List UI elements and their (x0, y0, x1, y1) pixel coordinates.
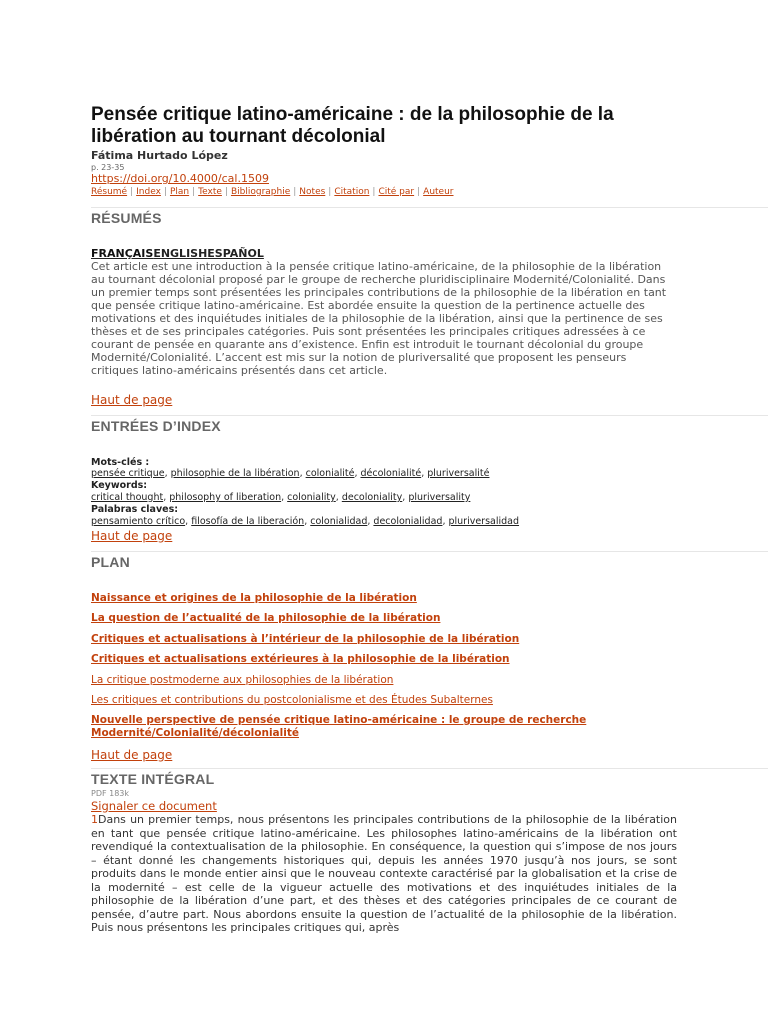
nav-index-link[interactable]: Index (136, 187, 161, 197)
keywords-es-label: Palabras claves: (91, 504, 179, 515)
plan-item-link[interactable]: Nouvelle perspective de pensée critique latino-américaine : le groupe de recherche Modernité/Colonialité/décolonialité (91, 714, 587, 739)
keywords-fr-label: Mots-clés : (91, 457, 150, 468)
plan-item-link[interactable]: Critiques et actualisations extérieures à la philosophie de la libération (91, 653, 510, 665)
keyword-link[interactable]: coloniality (287, 492, 336, 503)
paragraph-number: 1 (91, 813, 98, 826)
page-range: p. 23-35 (91, 163, 125, 172)
language-tabs (91, 247, 264, 260)
back-to-top-link[interactable]: Haut de page (91, 393, 173, 407)
section-nav: Résumé | Index | Plan | Texte | Bibliographie | Notes | Citation | Cité par | Auteur (91, 187, 454, 197)
nav-resume-link[interactable]: Résumé (91, 187, 128, 197)
resumes-heading: RÉSUMÉS (91, 210, 162, 226)
plan-item-link[interactable]: Naissance et origines de la philosophie de la libération (91, 592, 417, 604)
body-paragraph (91, 813, 677, 935)
report-document-link[interactable]: Signaler ce document (91, 799, 217, 813)
keywords-fr-list: pensée critique, philosophie de la libération, colonialité, décolonialité, pluriversalité (91, 468, 490, 479)
index-section (91, 415, 768, 434)
lang-tab-espanol[interactable]: ESPAÑOL (207, 247, 264, 260)
keywords-es-list: pensamiento crítico, filosofía de la liberación, colonialidad, decolonialidad, pluriversalidad (91, 516, 520, 527)
paragraph-text: Dans un premier temps, nous présentons les principales contributions de la philosophie de la libération en tant que pensée critique latino-américaine. Les philosophes latino-américains de la libération ont revendiqué la contextualisation de la philosophie. En conséquence, la question qui s’impose de nos jours – étant donné les changements historiques qui, depuis les années 1970 jusqu’à nos jours, se sont produits dans le monde entier ainsi que le nouveau contexte caractérisé par la globalisation et la crise de la modernité – est celle de la vigueur actuelle des motivations et des inquiétudes initiales de la philosophie de la libération d’une part, et des thèses et des catégories principales de ce courant de pensée, d’autre part. Nous abordons ensuite la question de l’actualité de la philosophie de la libération. Puis nous présentons les principales critiques qui, après (91, 813, 677, 934)
plan-item-link[interactable]: La critique postmoderne aux philosophies de la libération (91, 674, 394, 686)
keywords-en-list: critical thought, philosophy of liberation, coloniality, decoloniality, pluriversality (91, 492, 471, 503)
plan-heading: PLAN (91, 554, 130, 570)
plan-item-link[interactable]: Critiques et actualisations à l’intérieur de la philosophie de la libération (91, 633, 520, 645)
texte-section (91, 768, 768, 787)
keyword-link[interactable]: pensamiento crítico (91, 516, 186, 527)
keyword-link[interactable]: pensée critique (91, 468, 165, 479)
abstract-text: Cet article est une introduction à la pensée critique latino-américaine, de la philosophie de la libération au tournant décolonial proposé par le groupe de recherche pluridisciplinaire Modernité/Colonialité. Dans un premier temps sont présentées les principales contributions de la philosophie de la libération en tant que pensée critique latino-américaine. Est abordée ensuite la question de la pertinence actuelle des motivations et des inquiétudes initiales de la philosophie de la libération, ainsi que la pertinence de ses thèses et de ses principales catégories. Puis sont présentées les principales critiques adressées à ce courant de pensée en quarante ans d’existence. Enfin est introduit le tournant décolonial du groupe Modernité/Colonialité. L’accent est mis sur la notion de pluriversalité que proposent les penseurs critiques latino-américains présentés dans cet article. (91, 260, 667, 377)
keyword-link[interactable]: pluriversalidad (448, 516, 520, 527)
nav-cite-par-link[interactable]: Cité par (378, 187, 415, 197)
doi-link[interactable]: https://doi.org/10.4000/cal.1509 (91, 172, 269, 185)
nav-bibliographie-link[interactable]: Bibliographie (230, 187, 291, 197)
keyword-link[interactable]: philosophy of liberation (169, 492, 282, 503)
lang-tab-francais[interactable]: FRANÇAIS (91, 247, 154, 260)
keyword-link[interactable]: pluriversality (408, 492, 471, 503)
article-title: Pensée critique latino-américaine : de la philosophie de la libération au tournant décolonial (91, 104, 614, 147)
keyword-link[interactable]: filosofía de la liberación (191, 516, 305, 527)
keyword-link[interactable]: décolonialité (360, 468, 422, 479)
texte-heading: TEXTE INTÉGRAL (91, 771, 215, 787)
keyword-link[interactable]: philosophie de la libération (170, 468, 300, 479)
nav-texte-link[interactable]: Texte (198, 187, 222, 197)
nav-plan-link[interactable]: Plan (169, 187, 190, 197)
lang-tab-english[interactable]: ENGLISH (153, 247, 208, 260)
keyword-link[interactable]: critical thought (91, 492, 164, 503)
keyword-link[interactable]: decoloniality (341, 492, 403, 503)
nav-citation-link[interactable]: Citation (334, 187, 370, 197)
article-author[interactable]: Fátima Hurtado López (91, 149, 228, 162)
pdf-download-link[interactable]: PDF 183k (91, 789, 130, 798)
keyword-link[interactable]: colonialidad (310, 516, 368, 527)
keyword-link[interactable]: pluriversalité (427, 468, 490, 479)
plan-section (91, 551, 768, 570)
plan-item-link[interactable]: La question de l’actualité de la philosophie de la libération (91, 612, 441, 624)
index-heading: ENTRÉES D’INDEX (91, 418, 221, 434)
keywords-en-label: Keywords: (91, 480, 148, 491)
plan-item-link[interactable]: Les critiques et contributions du postcolonialisme et des Études Subalternes (91, 694, 493, 706)
keyword-link[interactable]: colonialité (305, 468, 355, 479)
back-to-top-link[interactable]: Haut de page (91, 529, 173, 543)
nav-notes-link[interactable]: Notes (299, 187, 326, 197)
keyword-link[interactable]: decolonialidad (373, 516, 443, 527)
nav-auteur-link[interactable]: Auteur (423, 187, 454, 197)
resumes-section (91, 207, 768, 226)
back-to-top-link[interactable]: Haut de page (91, 748, 173, 762)
